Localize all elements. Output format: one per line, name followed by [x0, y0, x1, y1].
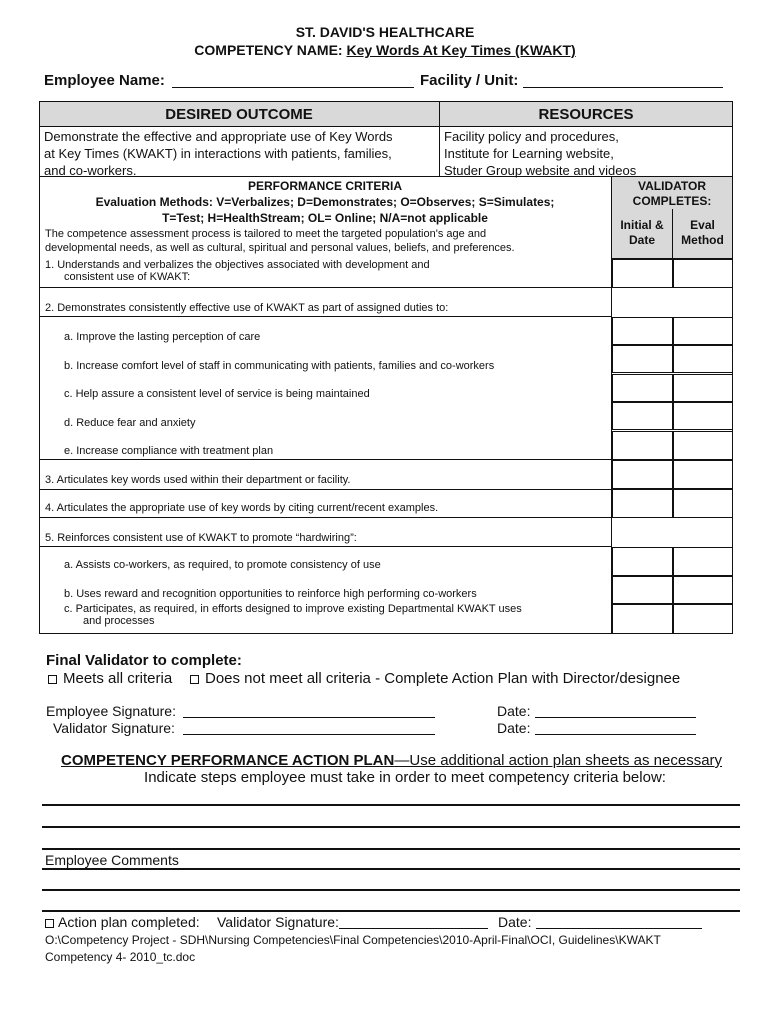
initial-date-header: Initial & Date — [620, 218, 664, 247]
employee-date-label: Date: — [497, 703, 531, 719]
criterion-5: 5. Reinforces consistent use of KWAKT to promote “hardwiring”: — [45, 532, 357, 544]
action-plan-validator-field[interactable] — [339, 928, 488, 929]
tailored-text-line1: The competence assessment process is tailored to meet the targeted population's age and — [45, 228, 487, 240]
facility-unit-field[interactable] — [523, 87, 723, 88]
action-plan-line[interactable] — [42, 804, 740, 806]
initial-date-box[interactable] — [612, 460, 673, 489]
action-plan-subtitle: Indicate steps employee must take in order to meet competency criteria below: — [144, 769, 666, 786]
validator-date-label: Date: — [497, 720, 531, 736]
initial-date-box[interactable] — [612, 576, 673, 604]
eval-method-box[interactable] — [673, 489, 733, 518]
criterion-5c: c. Participates, as required, in efforts designed to improve existing Departmental KWAKT uses and processes — [64, 603, 522, 627]
action-plan-date-label: Date: — [498, 914, 532, 930]
criterion-3: 3. Articulates key words used within their department or facility. — [45, 474, 351, 486]
initial-date-box[interactable] — [612, 259, 673, 288]
eval-method-box[interactable] — [673, 317, 733, 345]
organization-title: ST. DAVID'S HEALTHCARE — [295, 24, 475, 40]
competency-title — [0, 42, 770, 58]
action-plan-line[interactable] — [42, 826, 740, 828]
meets-criteria-checkbox[interactable] — [48, 675, 57, 684]
initial-date-box[interactable] — [612, 489, 673, 518]
action-plan-completed[interactable] — [45, 914, 200, 930]
validator-signature-label: Validator Signature: — [53, 720, 175, 736]
eval-method-box[interactable] — [673, 576, 733, 604]
facility-unit-label: Facility / Unit: — [420, 72, 519, 89]
initial-date-box[interactable] — [612, 547, 673, 576]
initial-date-box[interactable] — [612, 317, 673, 345]
action-plan-date-field[interactable] — [536, 928, 702, 929]
criterion-5a: a. Assists co-workers, as required, to promote consistency of use — [64, 559, 381, 571]
action-plan-line[interactable] — [42, 848, 740, 850]
action-plan-completed-label: Action plan completed: — [58, 914, 200, 930]
evaluation-methods-line2: T=Test; H=HealthStream; OL= Online; N/A=not applicable — [162, 211, 488, 225]
criterion-2e: e. Increase compliance with treatment plan — [64, 445, 274, 457]
performance-criteria-title: PERFORMANCE CRITERIA — [247, 179, 402, 193]
employee-comments-line[interactable] — [42, 868, 740, 870]
initial-date-box[interactable] — [612, 345, 673, 373]
eval-method-box[interactable] — [673, 345, 733, 373]
eval-method-header: Eval Method — [681, 218, 724, 247]
competency-name: Key Words At Key Times (KWAKT) — [346, 42, 576, 58]
criterion-5b: b. Uses reward and recognition opportunities to reinforce high performing co-workers — [64, 588, 477, 600]
final-validator-title: Final Validator to complete: — [46, 652, 242, 669]
eval-method-box[interactable] — [673, 402, 733, 430]
footer-path: O:\Competency Project - SDH\Nursing Competencies\Final Competencies\2010-April-Final\OCI, Guidelines\KWAKT Competency 4- 2010_tc.doc — [45, 933, 661, 964]
employee-comments-line[interactable] — [42, 889, 740, 891]
eval-method-box[interactable] — [673, 374, 733, 402]
competency-prefix: COMPETENCY NAME: — [194, 42, 343, 58]
eval-method-box[interactable] — [673, 259, 733, 288]
eval-method-box[interactable] — [673, 431, 733, 460]
employee-name-label: Employee Name: — [44, 72, 165, 89]
employee-signature-label: Employee Signature: — [46, 703, 176, 719]
validator-completes-line1: VALIDATOR — [638, 179, 706, 193]
desired-outcome-text: Demonstrate the effective and appropriate use of Key Words at Key Times (KWAKT) in interactions with patients, families, and co-workers. — [44, 129, 393, 178]
action-plan-completed-checkbox[interactable] — [45, 919, 54, 928]
desired-outcome-header: DESIRED OUTCOME — [165, 106, 313, 123]
not-meets-criteria-label: Does not meet all criteria - Complete Action Plan with Director/designee — [205, 670, 681, 687]
employee-signature-field[interactable] — [183, 717, 435, 718]
initial-date-box[interactable] — [612, 402, 673, 430]
criterion-2c: c. Help assure a consistent level of service is being maintained — [64, 388, 370, 400]
validator-date-field[interactable] — [535, 734, 696, 735]
criterion-2d: d. Reduce fear and anxiety — [64, 417, 196, 429]
meets-criteria-label: Meets all criteria — [63, 670, 173, 687]
not-meets-criteria-option[interactable] — [190, 670, 680, 687]
criterion-2b: b. Increase comfort level of staff in communicating with patients, families and co-workers — [64, 360, 495, 372]
initial-date-box[interactable] — [612, 604, 673, 634]
eval-method-box[interactable] — [673, 547, 733, 576]
eval-method-box[interactable] — [673, 604, 733, 634]
criterion-2a: a. Improve the lasting perception of care — [64, 331, 261, 343]
criterion-2: 2. Demonstrates consistently effective use of KWAKT as part of assigned duties to: — [45, 302, 449, 314]
validator-completes-line2: COMPLETES: — [632, 194, 712, 208]
validator-signature-field[interactable] — [183, 734, 435, 735]
employee-comments-label: Employee Comments — [45, 852, 179, 868]
tailored-text-line2: developmental needs, as well as cultural, spiritual and personal values, beliefs, and preferences. — [45, 242, 515, 254]
resources-header: RESOURCES — [538, 106, 634, 123]
criterion-4: 4. Articulates the appropriate use of key words by citing current/recent examples. — [45, 502, 439, 514]
not-meets-criteria-checkbox[interactable] — [190, 675, 199, 684]
employee-name-field[interactable] — [172, 87, 414, 88]
initial-date-box[interactable] — [612, 431, 673, 460]
employee-comments-line[interactable] — [42, 910, 740, 912]
initial-date-box[interactable] — [612, 374, 673, 402]
action-plan-title: COMPETENCY PERFORMANCE ACTION PLAN—Use additional action plan sheets as necessary — [61, 752, 723, 769]
employee-date-field[interactable] — [535, 717, 696, 718]
meets-criteria-option[interactable] — [48, 670, 172, 687]
resources-text: Facility policy and procedures, Institute for Learning website, Studer Group website and videos — [444, 129, 637, 178]
eval-method-box[interactable] — [673, 460, 733, 489]
action-plan-validator-label: Validator Signature: — [217, 914, 339, 930]
evaluation-methods-line1: Evaluation Methods: V=Verbalizes; D=Demonstrates; O=Observes; S=Simulates; — [95, 195, 555, 209]
criterion-1: 1. Understands and verbalizes the objectives associated with development and consistent use of KWAKT: — [45, 259, 430, 283]
